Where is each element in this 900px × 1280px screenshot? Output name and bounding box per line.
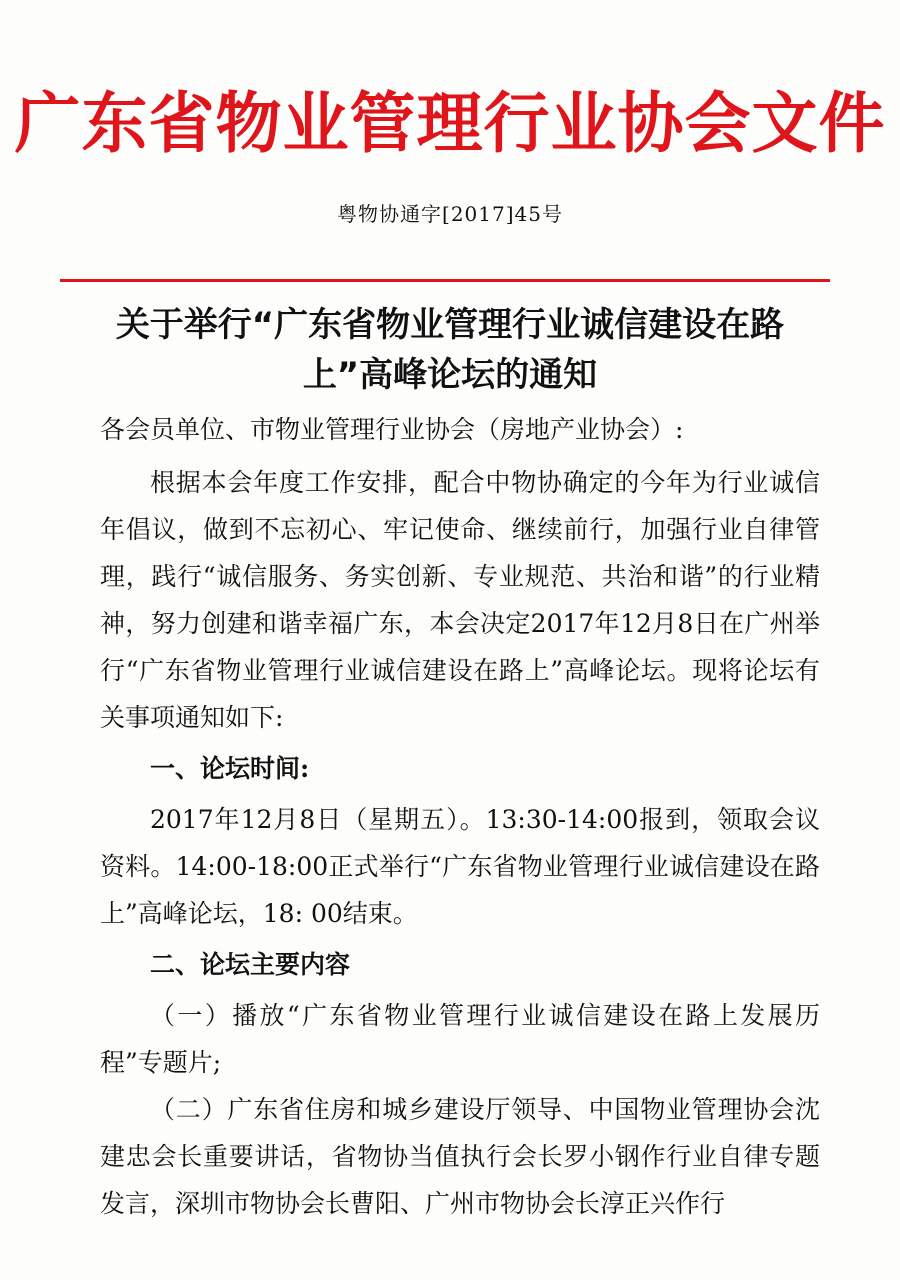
- document-number: 粤物协通字[2017]45号: [337, 202, 563, 226]
- content-item-2: （二）广东省住房和城乡建设厅领导、中国物业管理协会沈建忠会长重要讲话，省物协当值执行会长罗小钢作行业自律专题发言，深圳市物协会长曹阳、广州市物协会长淳正兴作行: [100, 1095, 820, 1218]
- section-time-body: 2017年12月8日（星期五）。13:30-14:00报到，领取会议资料。14:00-18:00正式举行“广东省物业管理行业诚信建设在路上”高峰论坛，18: 00结束。: [100, 805, 820, 928]
- section-heading-time: 一、论坛时间:: [150, 754, 310, 783]
- notice-title: 关于举行“广东省物业管理行业诚信建设在路上”高峰论坛的通知: [115, 305, 785, 395]
- content-item-1: （一）播放“广东省物业管理行业诚信建设在路上发展历程”专题片;: [100, 1001, 820, 1077]
- salutation: 各会员单位、市物业管理行业协会（房地产业协会）:: [100, 415, 684, 444]
- section-heading-content: 二、论坛主要内容: [150, 950, 351, 979]
- red-divider: [60, 279, 830, 282]
- issuer-header: 广东省物业管理行业协会文件: [14, 85, 886, 162]
- intro-paragraph: 根据本会年度工作安排，配合中物协确定的今年为行业诚信年倡议，做到不忘初心、牢记使命、继续前行，加强行业自律管理，践行“诚信服务、务实创新、专业规范、共治和谐”的行业精神，努力创建和谐幸福广东，本会决定2017年12月8日在广州举行“广东省物业管理行业诚信建设在路上”高峰论坛。现将论坛有关事项通知如下:: [100, 468, 820, 732]
- notice-body: [100, 406, 820, 1227]
